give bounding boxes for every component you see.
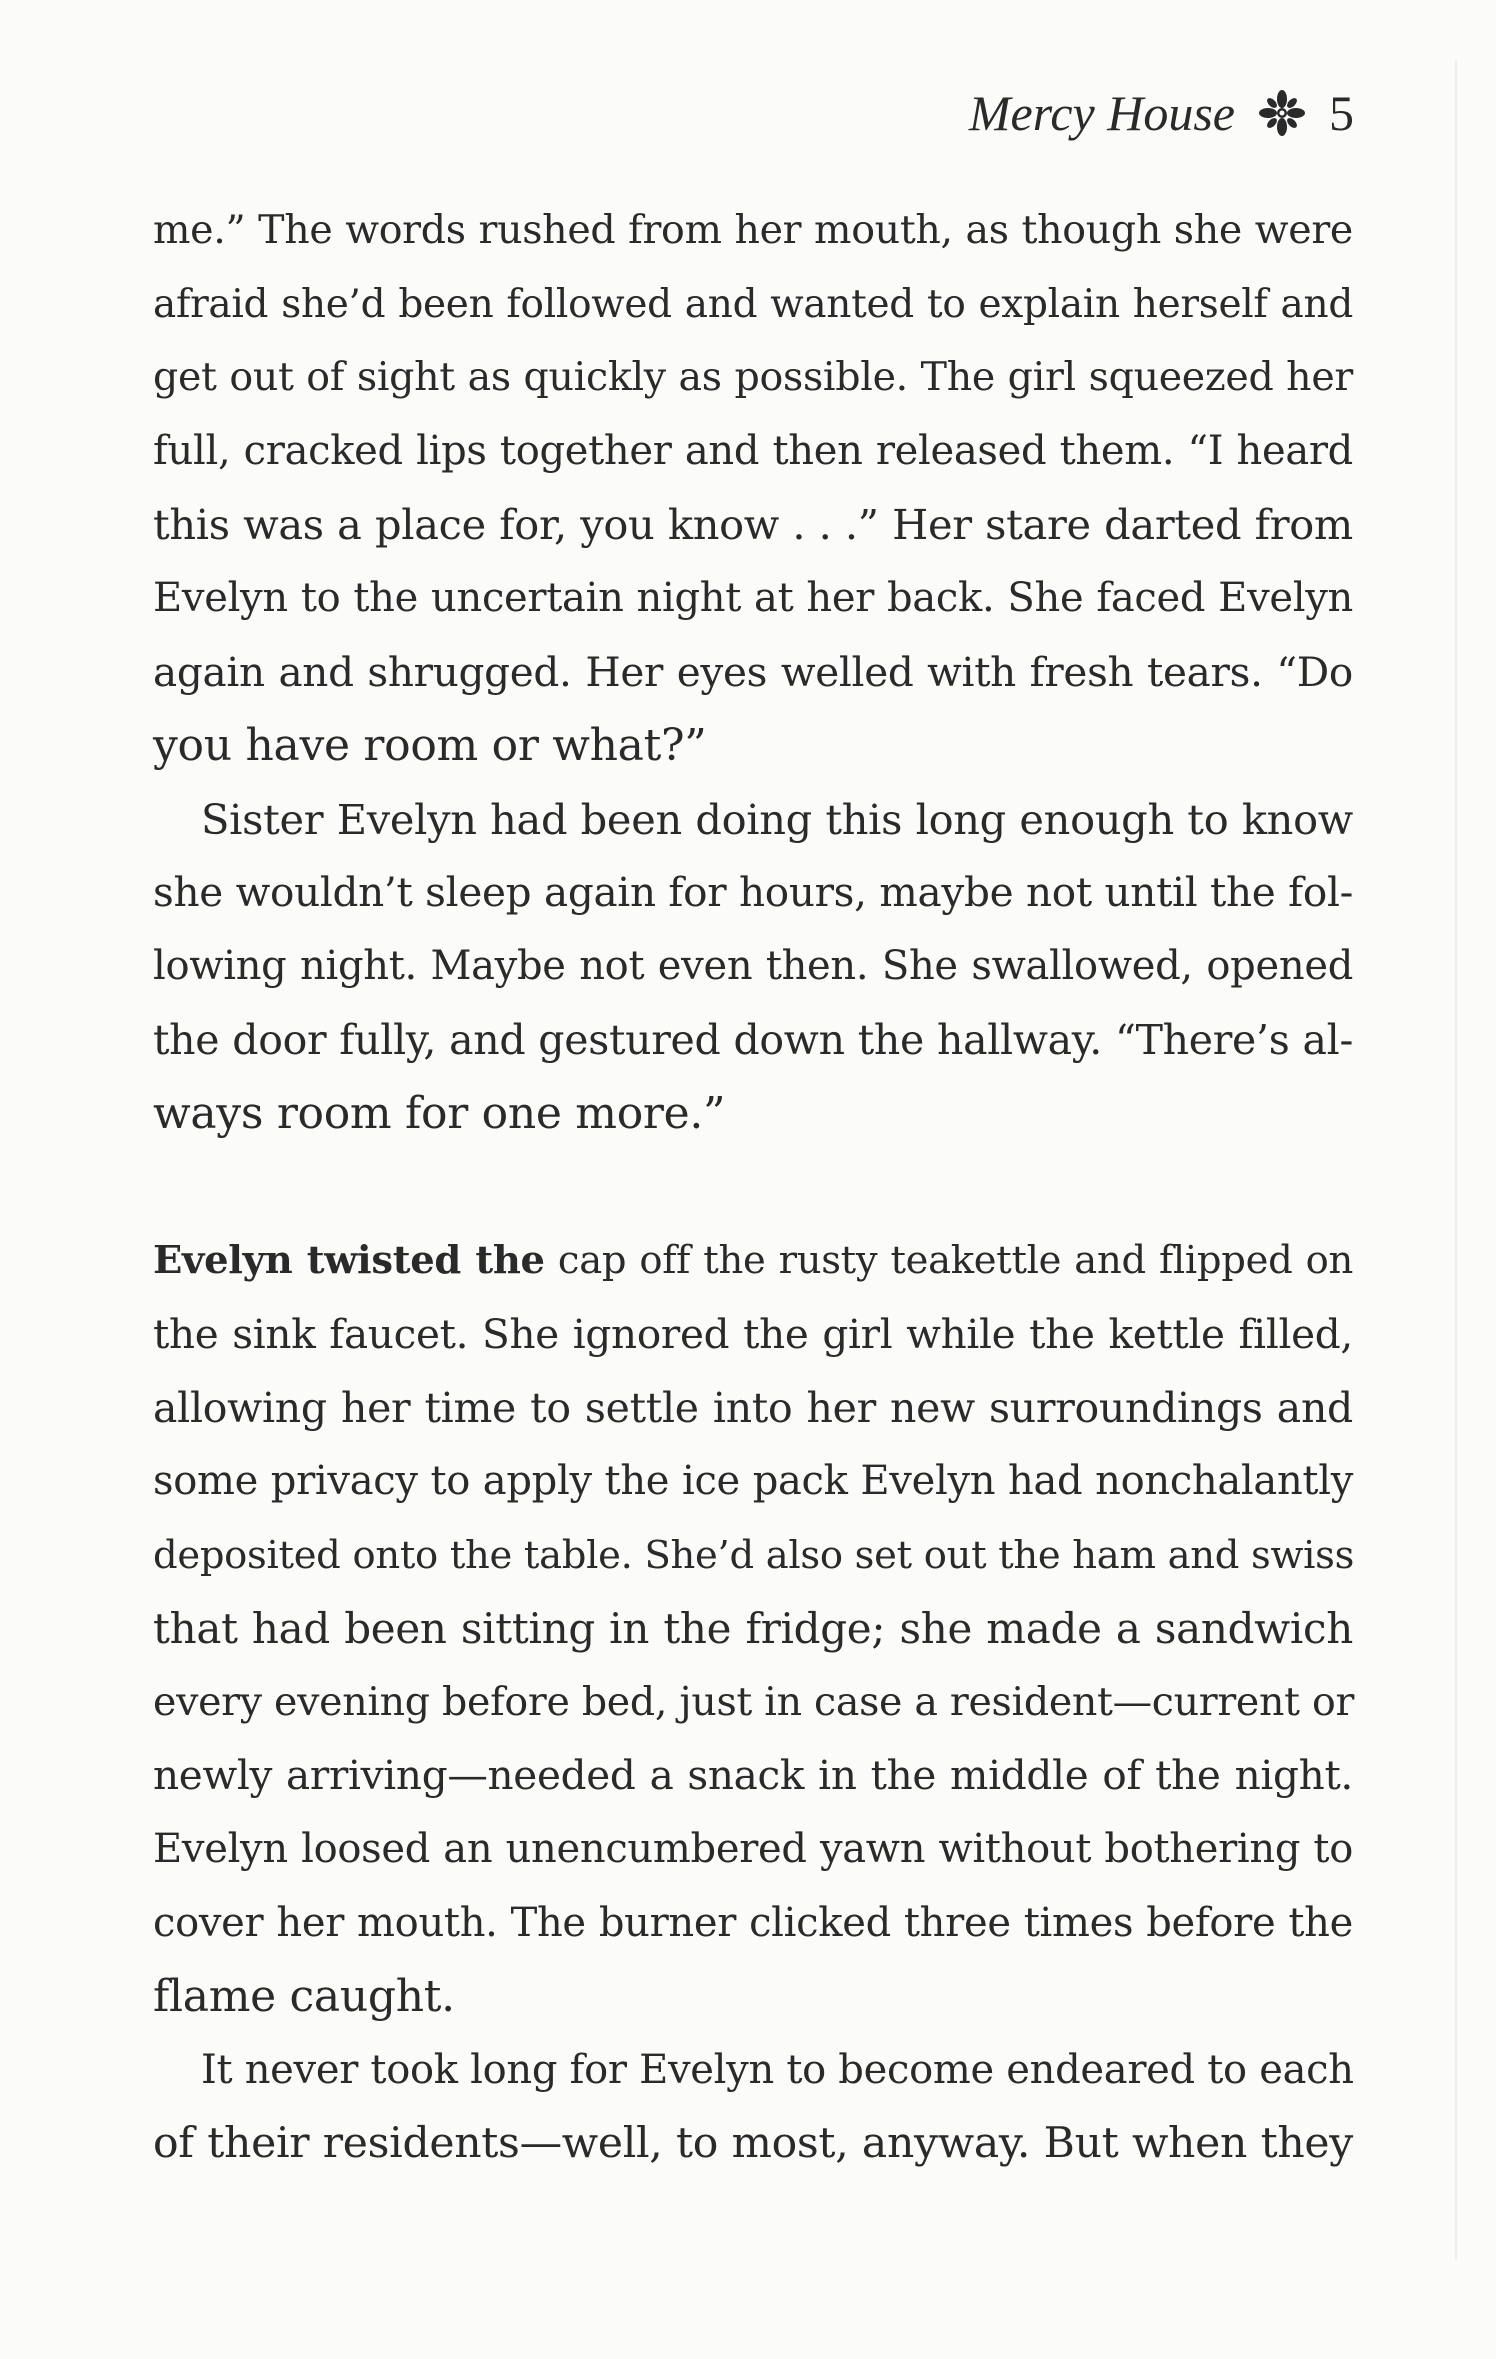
text-line: get out of sight as quickly as possible. The girl squeezed her xyxy=(153,354,1353,401)
running-head xyxy=(969,78,1354,148)
text-line: newly arriving—needed a snack in the middle of the night. xyxy=(153,1751,1353,1800)
text-line: the sink faucet. She ignored the girl while the kettle filled, xyxy=(153,1309,1353,1358)
scan-artifact xyxy=(1455,60,1457,2260)
text-line: Evelyn loosed an unencumbered yawn without bothering to xyxy=(153,1826,1353,1873)
text-line-rest: cap off the rusty teakettle and flipped on xyxy=(544,1238,1353,1284)
text-line: again and shrugged. Her eyes welled with fresh tears. “Do xyxy=(153,647,1353,696)
text-line: allowing her time to settle into her new surroundings and xyxy=(153,1383,1353,1432)
text-line: It never took long for Evelyn to become endeared to each xyxy=(201,2046,1354,2093)
floral-ornament-icon xyxy=(1257,88,1307,138)
text-line: you have room or what?” xyxy=(153,720,707,772)
text-line: deposited onto the table. She’d also set out the ham and swiss xyxy=(153,1532,1355,1578)
text-line: this was a place for, you know . . .” Her stare darted from xyxy=(153,500,1353,550)
text-line: every evening before bed, just in case a resident—current or xyxy=(153,1678,1355,1725)
section-break xyxy=(153,1151,1353,1225)
text-line: some privacy to apply the ice pack Evelyn had nonchalantly xyxy=(153,1458,1353,1505)
text-line: Evelyn to the uncertain night at her back. She faced Evelyn xyxy=(153,574,1353,621)
text-line: afraid she’d been followed and wanted to explain herself and xyxy=(153,281,1353,327)
page-number: 5 xyxy=(1329,85,1354,141)
text-line: of their residents—well, to most, anyway. But when they xyxy=(153,2119,1353,2169)
section-lead-in: Evelyn twisted the xyxy=(153,1238,545,1284)
text-line xyxy=(153,1224,1353,1298)
body-text xyxy=(153,194,1353,2181)
text-line: flame caught. xyxy=(153,1971,455,2023)
text-line: she wouldn’t sleep again for hours, maybe not until the fol- xyxy=(153,868,1353,917)
text-line: the door fully, and gestured down the hallway. “There’s al- xyxy=(153,1015,1353,1064)
text-line: ways room for one more.” xyxy=(153,1088,726,1140)
text-line: full, cracked lips together and then released them. “I heard xyxy=(153,427,1353,474)
text-line: cover her mouth. The burner clicked three times before the xyxy=(153,1899,1353,1946)
text-line: Sister Evelyn had been doing this long enough to know xyxy=(201,794,1353,844)
running-head-title: Mercy House xyxy=(968,85,1235,141)
text-line: that had been sitting in the fridge; she made a sandwich xyxy=(153,1604,1353,1654)
text-line: me.” The words rushed from her mouth, as though she were xyxy=(153,207,1353,253)
text-line: lowing night. Maybe not even then. She swallowed, opened xyxy=(153,942,1353,989)
